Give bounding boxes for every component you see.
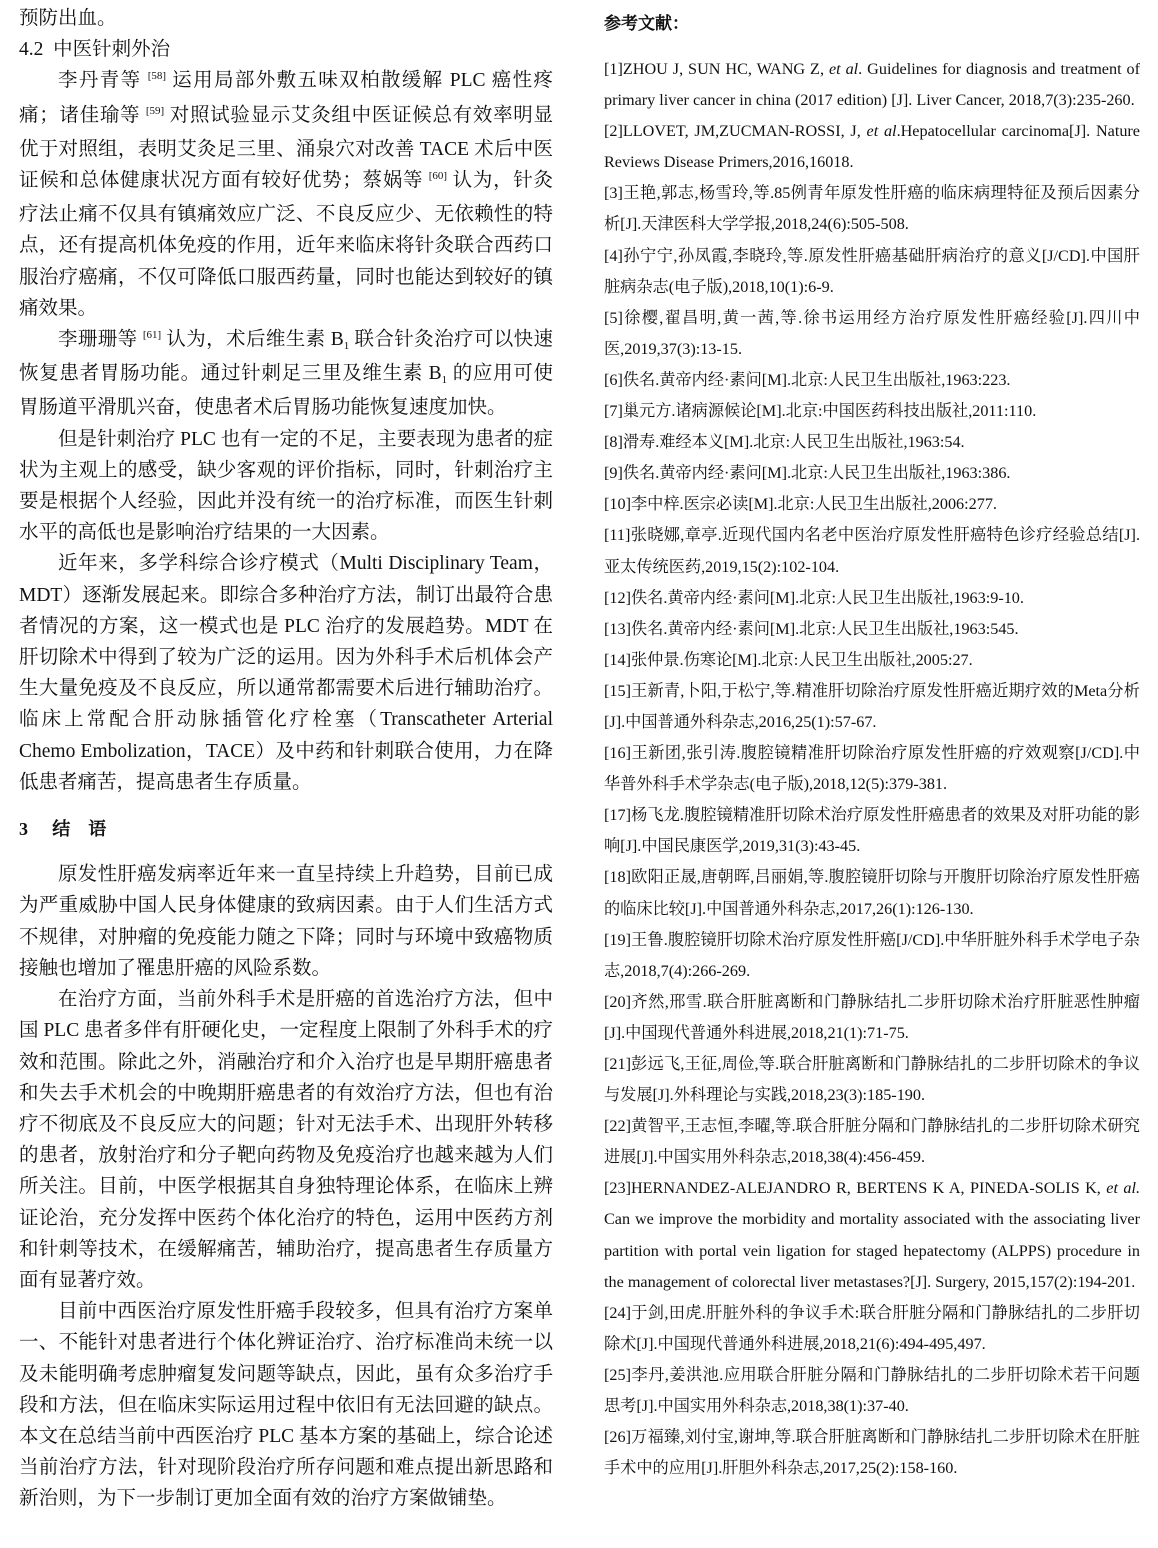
reference-text: . Guidelines for diagnosis and treatment of primary liver cancer in china (2017 edition) [J]. Liver Cancer, 2018,7(3):235-260. (604, 60, 1141, 110)
reference-item (604, 54, 1140, 116)
reference-item (604, 365, 1140, 396)
reference-etal: et al (866, 122, 897, 141)
reference-item (604, 800, 1140, 862)
reference-item (604, 116, 1140, 178)
reference-text: [24]于剑,田虎.肝脏外科的争议手术:联合肝脏分隔和门静脉结扎的二步肝切除术[J].中国现代普通外科进展,2018,21(6):494-495,497. (604, 1303, 1140, 1353)
paragraph-conclusion-3: 目前中西医治疗原发性肝癌手段较多，但具有治疗方案单一、不能针对患者进行个体化辨证治疗、治疗标准尚未统一以及未能明确考虑肿瘤复发问题等缺点，因此，虽有众多治疗手段和方法，但在临床实际运用过程中依旧有无法回避的缺点。本文在总结当前中西医治疗 PLC 基本方案的基础上，综合论述当前治疗方法，针对现阶段治疗所存问题和难点提出新思路和新治则，为下一步制订更加全面有效的治疗方案做铺垫。 (19, 1301, 553, 1510)
section-number: 3 (19, 819, 28, 840)
citation[interactable]: [60] (428, 170, 448, 183)
text-run: 李丹青等 (58, 70, 142, 92)
reference-text: [8]滑寿.难经本义[M].北京:人民卫生出版社,1963:54. (604, 433, 965, 452)
citation[interactable]: [59] (145, 104, 165, 117)
reference-item (604, 427, 1140, 458)
reference-item (604, 862, 1140, 924)
paragraph-mdt: 近年来，多学科综合诊疗模式（Multi Disciplinary Team，MDT）逐渐发展起来。即综合多种治疗方法，制订出最符合患者情况的方案，这一模式也是 PLC 治疗的发展趋势。MDT 在肝切除术中得到了较为广泛的运用。因为外科手术后机体会产生大量免疫及不良反应，所以通常都需要术后进行辅助治疗。临床上常配合肝动脉插管化疗栓塞（Transcatheter Arterial Chemo Embolization，TACE）及中药和针刺联合使用，力在降低患者痛苦，提高患者生存质量。 (19, 553, 553, 793)
reference-etal: et al (828, 60, 859, 78)
paragraph-limitations: 但是针刺治疗 PLC 也有一定的不足，主要表现为患者的症状为主观上的感受，缺少客观的评价指标，同时，针刺治疗主要是根据个人经验，因此并没有统一的治疗标准，而医生针刺水平的高低也是影响治疗结果的一大因素。 (19, 428, 553, 544)
reference-item (604, 1111, 1140, 1173)
reference-item (604, 987, 1140, 1049)
reference-text: [14]张仲景.伤寒论[M].北京:人民卫生出版社,2005:27. (604, 650, 973, 669)
reference-item (604, 489, 1140, 520)
reference-item (604, 241, 1140, 303)
text-run: 联合针灸治疗可以快速恢复患者胃肠功能。通过针刺足三里及维生素 B (19, 329, 553, 385)
reference-text: [4]孙宁宁,孙凤霞,李晓玲,等.原发性肝癌基础肝病治疗的意义[J/CD].中国肝脏病杂志(电子版),2018,10(1):6-9. (604, 246, 1140, 296)
text-run: 运用局部外敷五味双柏散缓解 PLC 癌性疼痛；诸佳瑜等 (19, 70, 554, 126)
reference-item (604, 520, 1140, 582)
paragraph-vitamin-b1 (19, 324, 553, 424)
subsection-number: 4.2 (19, 39, 44, 61)
reference-text: [20]齐然,邢雪.联合肝脏离断和门静脉结扎二步肝切除术治疗肝脏恶性肿瘤[J].中国现代普通外科进展,2018,21(1):71-75. (604, 992, 1140, 1042)
reference-text: [2]LLOVET, JM,ZUCMAN-ROSSI, J, (604, 122, 867, 141)
reference-item (604, 1049, 1140, 1111)
reference-item (604, 583, 1140, 614)
reference-text: [11]张晓娜,章亭.近现代国内名老中医治疗原发性肝癌特色诊疗经验总结[J].亚太传统医药,2019,15(2):102-104. (604, 526, 1140, 576)
reference-text: [21]彭远飞,王征,周俭,等.联合肝脏离断和门静脉结扎的二步肝切除术的争议与发展[J].外科理论与实践,2018,23(3):185-190. (604, 1055, 1140, 1105)
reference-text: [7]巢元方.诸病源候论[M].北京:中国医药科技出版社,2011:110. (604, 402, 1037, 421)
reference-text: Can we improve the morbidity and mortality associated with the associating liver partition with portal vein ligation for staged hepatectomy (ALPPS) procedure in the management of colorectal liver metastases?[J]. Surgery, 2015,157(2):194-201. (604, 1210, 1140, 1291)
text-run: 的应用可使胃肠道平滑肌兴奋，使患者术后胃肠功能恢复速度加快。 (19, 363, 553, 419)
reference-text: [15]王新青,卜阳,于松宁,等.精准肝切除治疗原发性肝癌近期疗效的Meta分析[J].中国普通外科杂志,2016,25(1):57-67. (604, 681, 1140, 731)
reference-text: [17]杨飞龙.腹腔镜精准肝切除术治疗原发性肝癌患者的效果及对肝功能的影响[J].中国民康医学,2019,31(3):43-45. (604, 806, 1140, 856)
reference-text: [3]王艳,郭志,杨雪玲,等.85例青年原发性肝癌的临床病理特征及预后因素分析[J].天津医科大学学报,2018,24(6):505-508. (604, 184, 1140, 234)
reference-text: [16]王新团,张引涛.腹腔镜精准肝切除治疗原发性肝癌的疗效观察[J/CD].中华普外科手术学杂志(电子版),2018,12(5):379-381. (604, 744, 1140, 794)
text-run: 认为，术后维生素 B (166, 329, 344, 351)
section-title: 结语 (52, 819, 125, 841)
paragraph-conclusion-1: 原发性肝癌发病率近年来一直呈持续上升趋势，目前已成为严重威胁中国人民身体健康的致病因素。由于人们生活方式不规律，对肿瘤的免疫能力随之下降；同时与环境中致癌物质接触也增加了罹患肝癌的风险系数。 (19, 864, 553, 979)
reference-item (604, 458, 1140, 489)
reference-item (604, 1360, 1140, 1422)
reference-item (604, 396, 1140, 427)
reference-list (604, 54, 1140, 1484)
reference-etal: et al. (1106, 1179, 1140, 1198)
reference-text: [23]HERNANDEZ-ALEJANDRO R, BERTENS K A, PINEDA-SOLIS K, (604, 1179, 1107, 1198)
subsection-title: 中医针刺外治 (53, 39, 171, 61)
references-column (604, 8, 1140, 1484)
reference-text: [18]欧阳正晟,唐朝晖,吕丽娟,等.腹腔镜肝切除与开腹肝切除治疗原发性肝癌的临床比较[J].中国普通外科杂志,2017,26(1):126-130. (604, 868, 1140, 918)
reference-item (604, 925, 1140, 987)
subscript: 1 (343, 340, 350, 353)
text-run: 认为，针灸疗法止痛不仅具有镇痛效应广泛、不良反应少、无依赖性的特点，还有提高机体免疫的作用，近年来临床将针灸联合西药口服治疗癌痛，不仅可降低口服西药量，同时也能达到较好的镇痛效果。 (19, 170, 554, 319)
lead-fragment: 预防出血。 (19, 8, 117, 29)
reference-text: [10]李中梓.医宗必读[M].北京:人民卫生出版社,2006:277. (604, 495, 997, 514)
reference-item (604, 1173, 1140, 1297)
subscript: 1 (441, 374, 448, 387)
text-run: 李珊珊等 (58, 329, 138, 351)
reference-text: [26]万福臻,刘付宝,谢坤,等.联合肝脏离断和门静脉结扎二步肝切除术在肝脏手术中的应用[J].肝胆外科杂志,2017,25(2):158-160. (604, 1428, 1140, 1478)
paragraph-acupuncture-studies (19, 65, 553, 324)
reference-text: [9]佚名.黄帝内经·素问[M].北京:人民卫生出版社,1963:386. (604, 464, 1011, 483)
reference-text: [13]佚名.黄帝内经·素问[M].北京:人民卫生出版社,1963:545. (604, 619, 1019, 638)
reference-text: .Hepatocellular carcinoma[J]. Nature Reviews Disease Primers,2016,16018. (604, 122, 1140, 172)
reference-text: [5]徐樱,翟昌明,黄一茜,等.徐书运用经方治疗原发性肝癌经验[J].四川中医,2019,37(3):13-15. (604, 308, 1140, 358)
reference-item (604, 645, 1140, 676)
reference-text: [25]李丹,姜洪池.应用联合肝脏分隔和门静脉结扎的二步肝切除术若干问题思考[J].中国实用外科杂志,2018,38(1):37-40. (604, 1365, 1140, 1416)
reference-item (604, 178, 1140, 240)
references-heading: 参考文献： (604, 14, 689, 34)
body-text-column (19, 3, 553, 1515)
reference-text: [19]王鲁.腹腔镜肝切除术治疗原发性肝癌[J/CD].中华肝脏外科手术学电子杂志,2018,7(4):266-269. (604, 930, 1140, 980)
text-run: 对照试验显示艾灸组中医证候总有效率明显优于对照组，表明艾灸足三里、涌泉穴对改善 TACE 术后中医证候和总体健康状况方面有较好优势；蔡娲等 (19, 104, 553, 192)
reference-item (604, 303, 1140, 365)
reference-text: [12]佚名.黄帝内经·素问[M].北京:人民卫生出版社,1963:9-10. (604, 588, 1024, 607)
reference-item (604, 1422, 1140, 1484)
reference-item (604, 676, 1140, 738)
reference-text: [6]佚名.黄帝内经·素问[M].北京:人民卫生出版社,1963:223. (604, 370, 1011, 389)
paragraph-conclusion-2: 在治疗方面，当前外科手术是肝癌的首选治疗方法，但中国 PLC 患者多伴有肝硬化史，一定程度上限制了外科手术的疗效和范围。除此之外，消融治疗和介入治疗也是早期肝癌患者和失去手术机会的中晚期肝癌患者的有效治疗方法，但也有治疗不彻底及不良反应大的问题；针对无法手术、出现肝外转移的患者，放射治疗和分子靶向药物及免疫治疗也越来越为人们所关注。目前，中医学根据其自身独特理论体系，在临床上辨证论治，充分发挥中医药个体化治疗的特色，运用中医药方剂和针刺等技术，在缓解痛苦，辅助治疗，提高患者生存质量方面有显著疗效。 (19, 989, 553, 1291)
subsection-heading (19, 34, 553, 65)
reference-item (604, 738, 1140, 800)
reference-item (604, 614, 1140, 645)
citation[interactable]: [58] (147, 70, 167, 83)
citation[interactable]: [61] (142, 329, 162, 342)
reference-item (604, 1298, 1140, 1360)
section-heading (19, 814, 553, 845)
reference-text: [1]ZHOU J, SUN HC, WANG Z, (604, 60, 829, 78)
reference-text: [22]黄智平,王志恒,李曜,等.联合肝脏分隔和门静脉结扎的二步肝切除术研究进展[J].中国实用外科杂志,2018,38(4):456-459. (604, 1117, 1140, 1167)
